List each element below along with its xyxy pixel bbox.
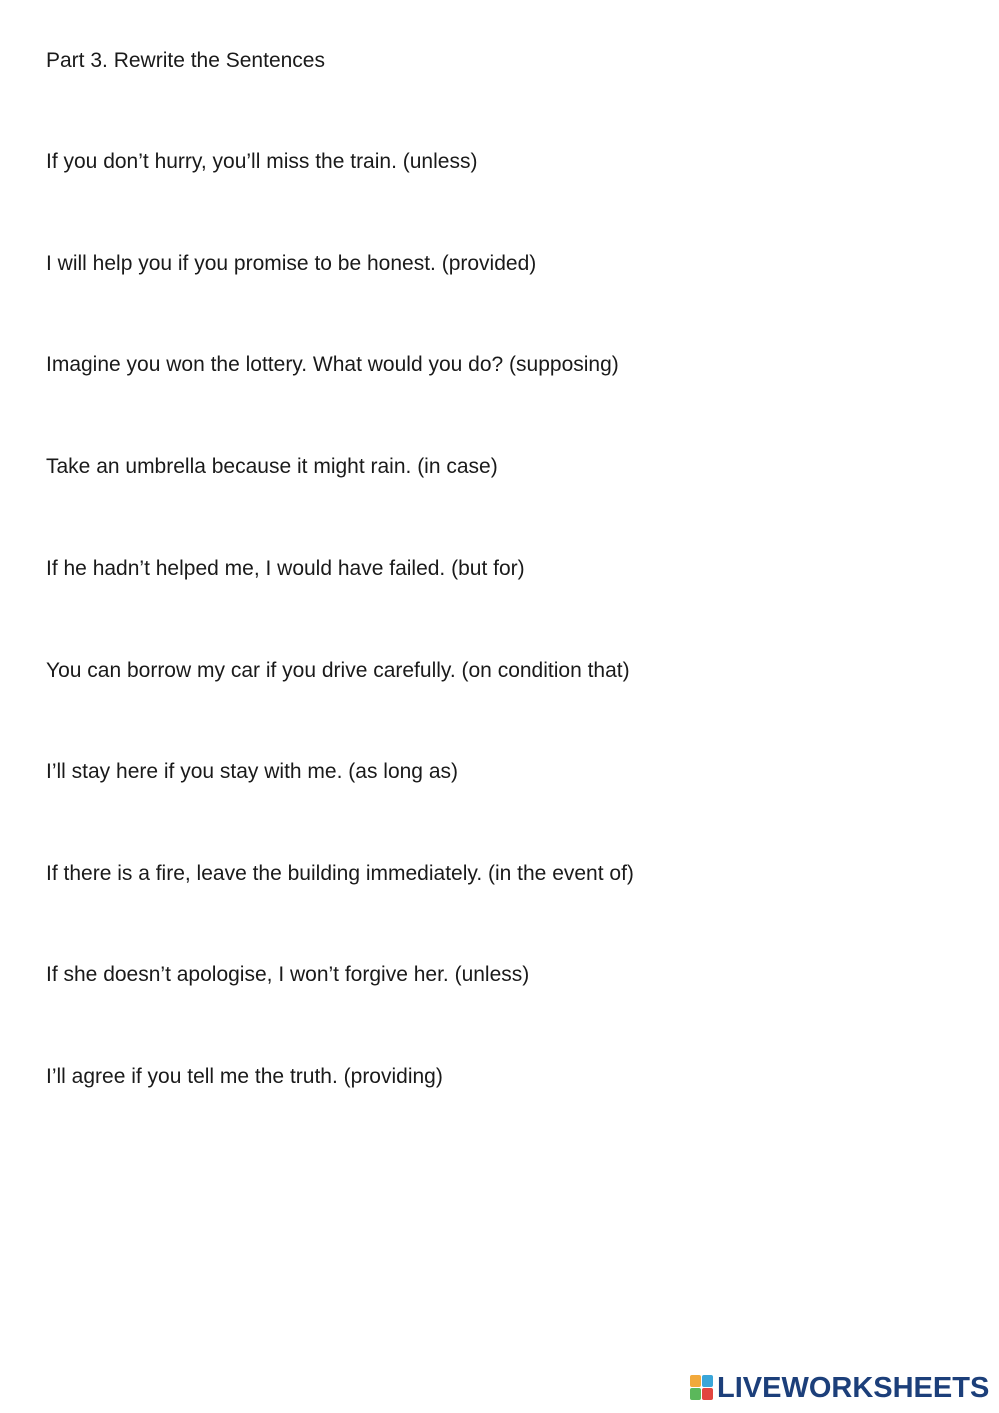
sentence-item: I’ll stay here if you stay with me. (as long as): [46, 760, 458, 783]
liveworksheets-logo-icon: [690, 1375, 714, 1401]
sentence-item: If you don’t hurry, you’ll miss the train. (unless): [46, 150, 478, 173]
sentence-item: You can borrow my car if you drive carefully. (on condition that): [46, 659, 630, 682]
sentence-item: Take an umbrella because it might rain. (in case): [46, 455, 498, 478]
sentence-item: Imagine you won the lottery. What would you do? (supposing): [46, 353, 619, 376]
brand-name: LIVEWORKSHEETS: [717, 1372, 990, 1404]
sentence-item: I will help you if you promise to be honest. (provided): [46, 252, 537, 275]
sentence-item: If he hadn’t helped me, I would have failed. (but for): [46, 557, 525, 580]
liveworksheets-logo: [690, 1370, 989, 1406]
worksheet-title: Part 3. Rewrite the Sentences: [46, 49, 325, 72]
sentence-item: I’ll agree if you tell me the truth. (providing): [46, 1065, 443, 1088]
sentence-item: If there is a fire, leave the building immediately. (in the event of): [46, 862, 634, 885]
sentence-item: If she doesn’t apologise, I won’t forgive her. (unless): [46, 963, 530, 986]
